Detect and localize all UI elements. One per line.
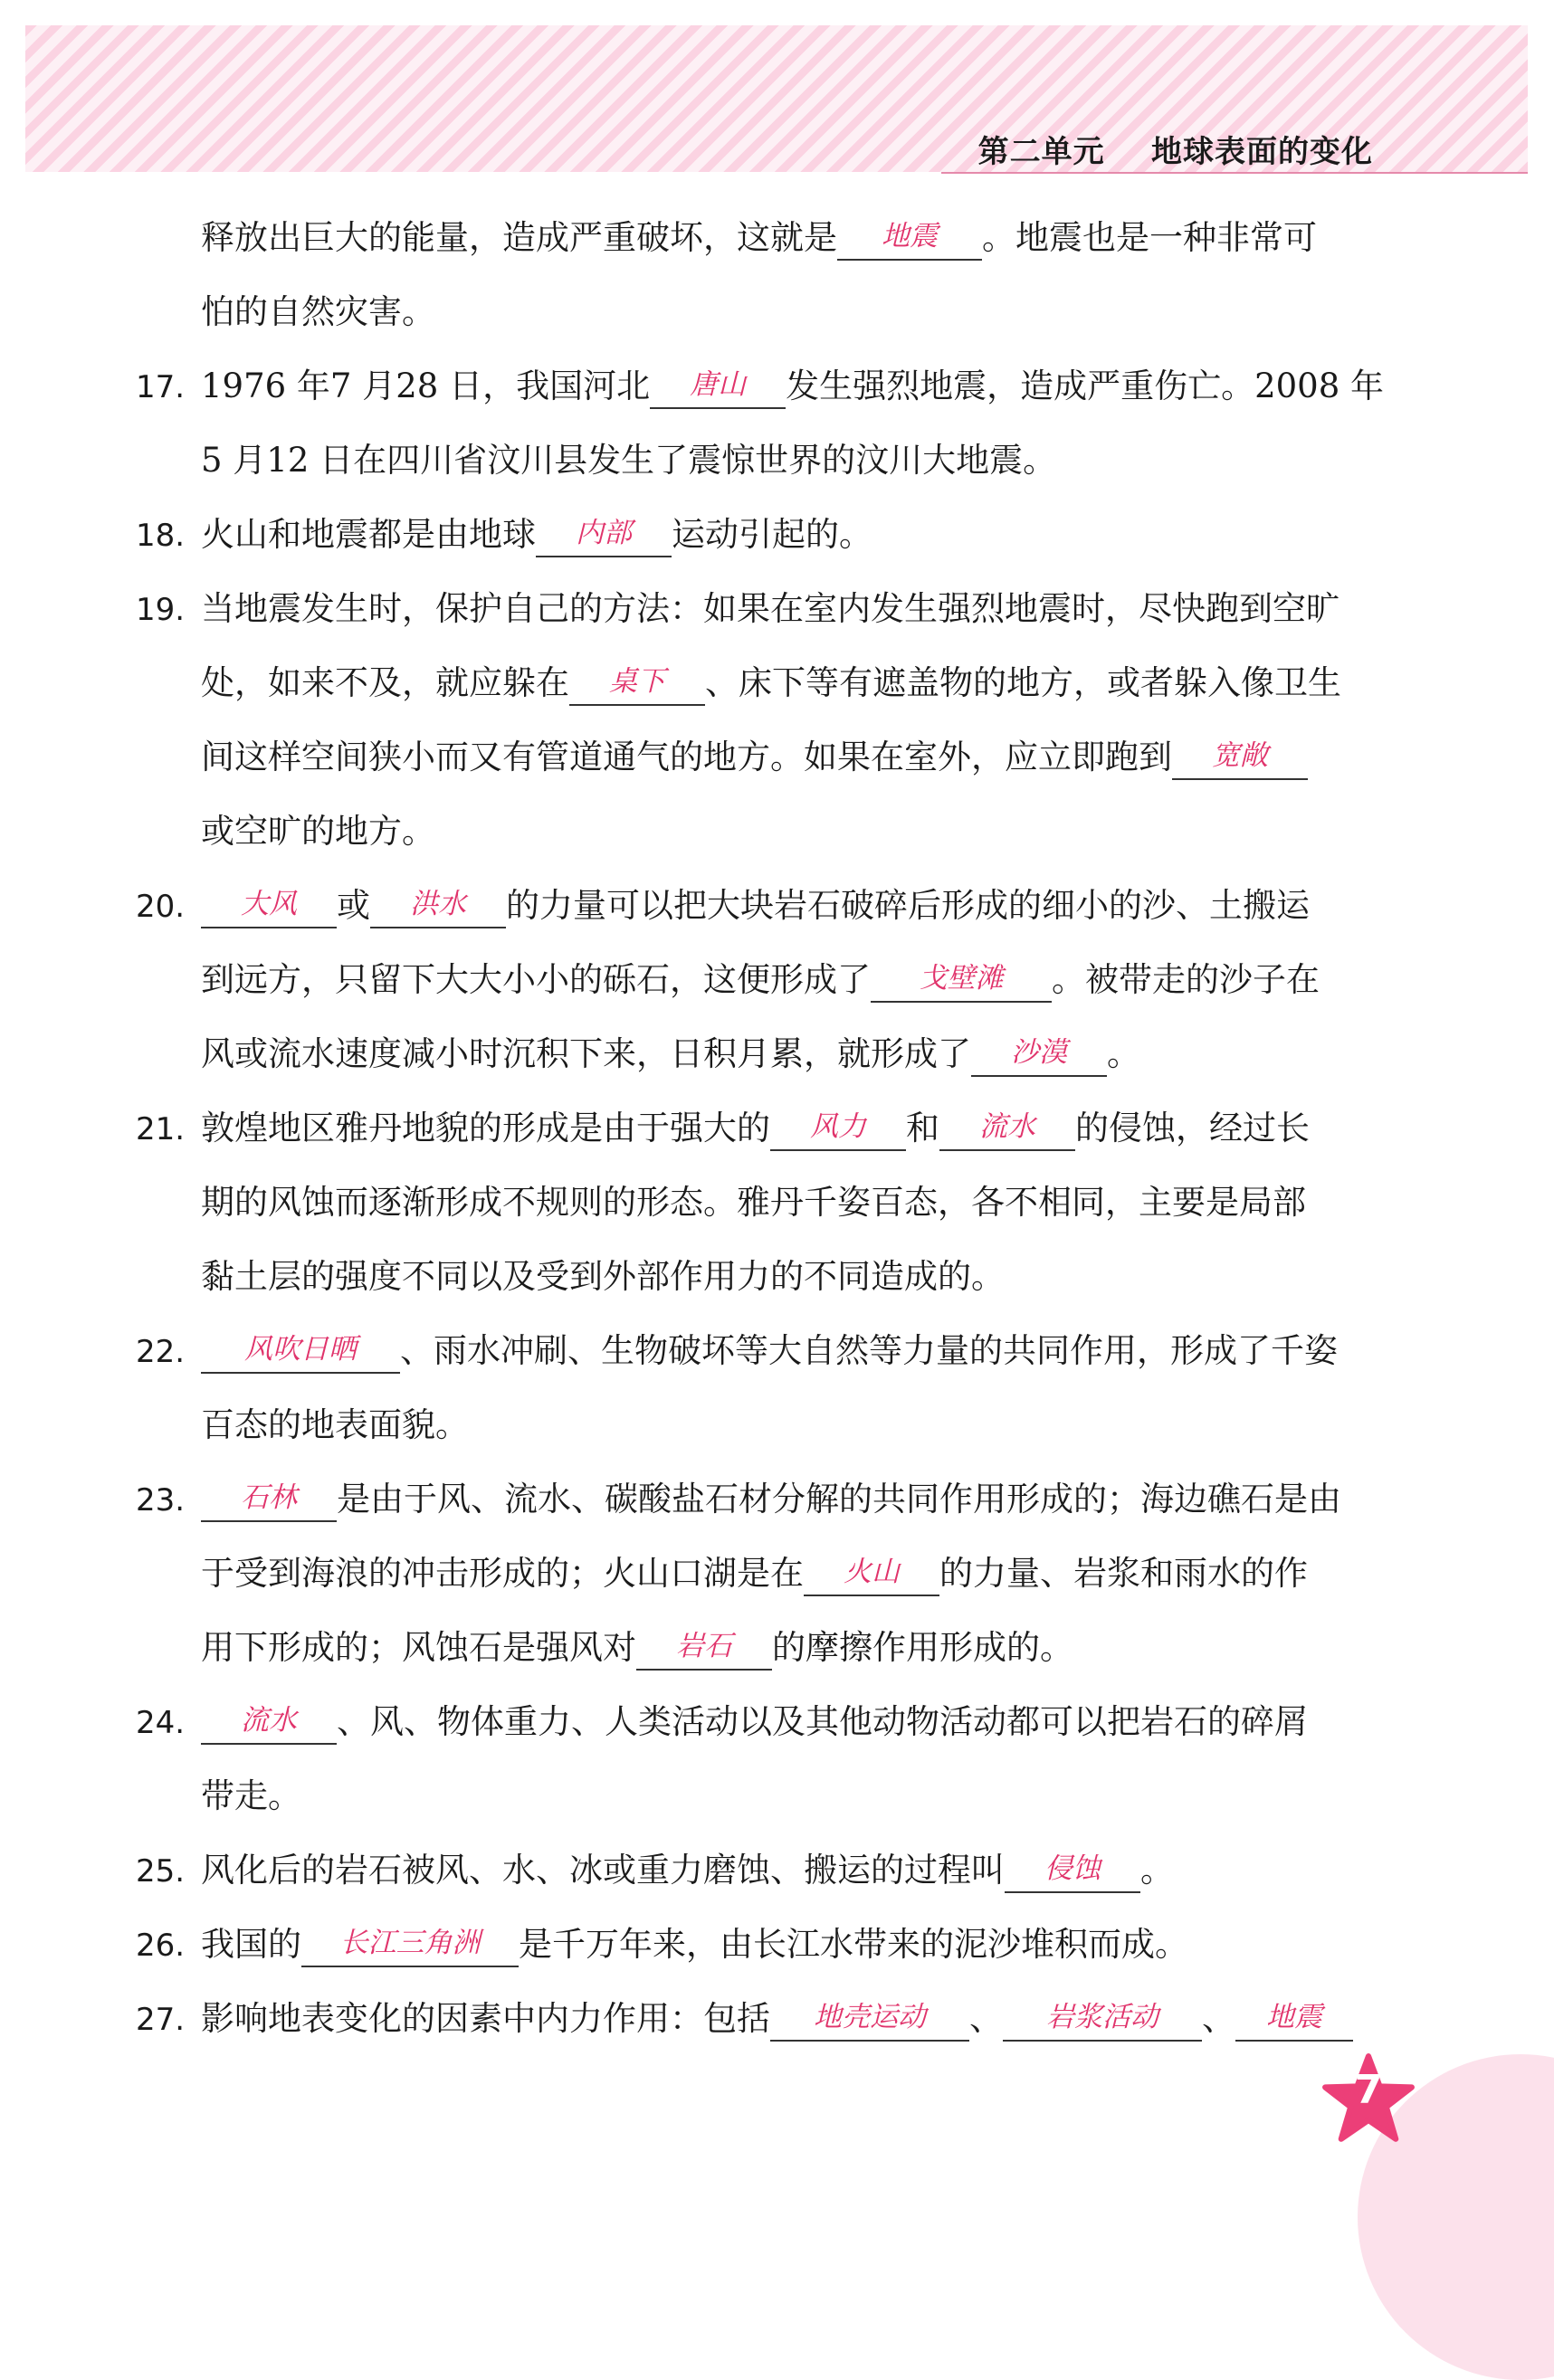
separator: 、	[969, 1999, 1003, 2038]
text: 。被带走的沙子在	[1052, 960, 1320, 999]
text: 风化后的岩石被风、水、冰或重力磨蚀、搬运的过程叫	[201, 1851, 1005, 1890]
text: 5 月12 日在四川省汶川县发生了震惊世界的汶川大地震。	[201, 441, 1057, 480]
text: 释放出巨大的能量，造成严重破坏，这就是	[201, 218, 837, 257]
unit-title: 第二单元 地球表面的变化	[977, 134, 1373, 170]
header-divider	[941, 172, 1528, 174]
q17-line-2	[136, 424, 1389, 498]
answer-blank[interactable]: 流水	[201, 1698, 337, 1745]
text: 。地震也是一种非常可	[982, 218, 1317, 257]
text: 间这样空间狭小而又有管道通气的地方。如果在室外，应立即跑到	[201, 738, 1172, 776]
answer-blank[interactable]: 大风	[201, 881, 337, 928]
text: 用下形成的；风蚀石是强风对	[201, 1628, 636, 1667]
q16-line-1	[136, 201, 1389, 275]
q23-line-3	[136, 1611, 1389, 1685]
answer-blank[interactable]: 宽敞	[1172, 733, 1308, 780]
text: 1976 年7 月28 日，我国河北	[201, 367, 651, 405]
text: 怕的自然灾害。	[201, 292, 435, 331]
text: 、雨水冲刷、生物破坏等大自然等力量的共同作用，形成了千姿	[400, 1331, 1338, 1370]
text: 带走。	[201, 1776, 301, 1815]
question-21	[136, 1091, 1389, 1166]
answer-blank[interactable]: 唐山	[650, 362, 786, 409]
answer-blank[interactable]: 沙漠	[971, 1030, 1107, 1077]
text: 我国的	[201, 1925, 301, 1964]
text: 是由于风、流水、碳酸盐石材分解的共同作用形成的；海边礁石是由	[337, 1480, 1341, 1518]
text: 火山和地震都是由地球	[201, 515, 536, 554]
text: 到远方，只留下大大小小的砾石，这便形成了	[201, 960, 871, 999]
answer-blank[interactable]: 风力	[770, 1104, 906, 1151]
text: 、床下等有遮盖物的地方，或者躲入像卫生	[705, 663, 1341, 702]
answer-blank[interactable]: 石林	[201, 1475, 337, 1522]
text: 影响地表变化的因素中内力作用：包括	[201, 1999, 770, 2038]
text: 的侵蚀，经过长	[1075, 1109, 1310, 1147]
answer-blank[interactable]: 戈壁滩	[871, 956, 1052, 1003]
answer-blank[interactable]: 侵蚀	[1005, 1846, 1140, 1893]
text: 或空旷的地方。	[201, 812, 435, 851]
text: 百态的地表面貌。	[201, 1405, 469, 1444]
question-number: 19.	[136, 592, 186, 628]
text: 处，如来不及，就应躲在	[201, 663, 569, 702]
question-number: 18.	[136, 518, 186, 554]
answer-blank[interactable]: 岩浆活动	[1003, 1994, 1202, 2042]
answer-blank[interactable]: 洪水	[370, 881, 506, 928]
question-number: 20.	[136, 889, 186, 925]
text: 运动引起的。	[672, 515, 872, 554]
q21-line-2	[136, 1166, 1389, 1240]
q19-line-3	[136, 720, 1389, 795]
answer-blank[interactable]: 长江三角洲	[301, 1920, 519, 1967]
question-25	[136, 1833, 1389, 1908]
separator: 、	[1202, 1999, 1235, 2038]
text: 。	[1140, 1851, 1174, 1890]
question-18	[136, 498, 1389, 572]
question-17	[136, 349, 1389, 424]
answer-blank[interactable]: 火山	[804, 1549, 939, 1596]
question-23	[136, 1462, 1389, 1537]
text: 、风、物体重力、人类活动以及其他动物活动都可以把岩石的碎屑	[337, 1702, 1308, 1741]
question-24	[136, 1685, 1389, 1759]
answer-blank[interactable]: 地震	[1235, 1994, 1353, 2042]
question-19	[136, 572, 1389, 646]
question-number: 17.	[136, 369, 186, 405]
question-number: 24.	[136, 1705, 186, 1741]
q22-line-2	[136, 1388, 1389, 1462]
question-number: 25.	[136, 1853, 186, 1890]
text: 的摩擦作用形成的。	[772, 1628, 1073, 1667]
question-number: 23.	[136, 1482, 186, 1518]
text: 是千万年来，由长江水带来的泥沙堆积而成。	[519, 1925, 1188, 1964]
answer-blank[interactable]: 内部	[536, 510, 672, 557]
answer-blank[interactable]: 流水	[939, 1104, 1075, 1151]
question-22	[136, 1314, 1389, 1388]
question-26	[136, 1908, 1389, 1982]
q20-line-3	[136, 1017, 1389, 1091]
question-20	[136, 869, 1389, 943]
text: 发生强烈地震，造成严重伤亡。2008 年	[786, 367, 1385, 405]
q16-line-2	[136, 275, 1389, 349]
text: 当地震发生时，保护自己的方法：如果在室内发生强烈地震时，尽快跑到空旷	[201, 589, 1339, 628]
q21-line-3	[136, 1240, 1389, 1314]
answer-blank[interactable]: 岩石	[636, 1623, 772, 1671]
text: 风或流水速度减小时沉积下来，日积月累，就形成了	[201, 1034, 971, 1073]
q19-line-2	[136, 646, 1389, 720]
answer-blank[interactable]: 地壳运动	[770, 1994, 969, 2042]
text: 的力量、岩浆和雨水的作	[939, 1554, 1308, 1593]
text: 期的风蚀而逐渐形成不规则的形态。雅丹千姿百态，各不相同，主要是局部	[201, 1183, 1306, 1222]
text: 的力量可以把大块岩石破碎后形成的细小的沙、土搬运	[506, 886, 1310, 925]
text: 于受到海浪的冲击形成的；火山口湖是在	[201, 1554, 804, 1593]
question-number: 27.	[136, 2002, 186, 2038]
text: 敦煌地区雅丹地貌的形成是由于强大的	[201, 1109, 770, 1147]
question-number: 21.	[136, 1111, 186, 1147]
question-27	[136, 1982, 1389, 2056]
answer-blank[interactable]: 地震	[837, 214, 982, 261]
worksheet-content	[136, 201, 1389, 2056]
answer-blank[interactable]: 桌下	[569, 659, 705, 706]
question-number: 26.	[136, 1928, 186, 1964]
q20-line-2	[136, 943, 1389, 1017]
q24-line-2	[136, 1759, 1389, 1833]
text: 或	[337, 886, 370, 925]
text: 。	[1107, 1034, 1140, 1073]
text: 黏土层的强度不同以及受到外部作用力的不同造成的。	[201, 1257, 1005, 1296]
page-number: 7	[1354, 2067, 1383, 2113]
text: 和	[906, 1109, 939, 1147]
q19-line-4	[136, 795, 1389, 869]
question-number: 22.	[136, 1334, 186, 1370]
q23-line-2	[136, 1537, 1389, 1611]
answer-blank[interactable]: 风吹日晒	[201, 1327, 400, 1374]
